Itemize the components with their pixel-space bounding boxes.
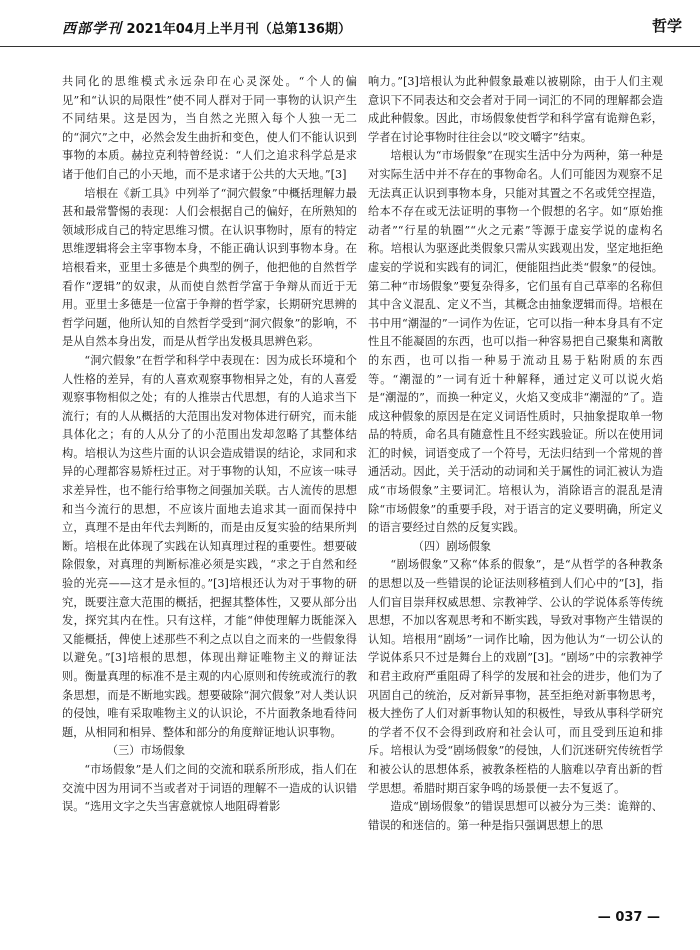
section-label: 哲学 bbox=[651, 17, 682, 35]
paragraph: 共同化的思维模式永远杂印在心灵深处。“个人的偏见”和“认识的局限性”使不同人群对于同一事物的认识产生不同结果。这是因为，当自然之光照入每个人独一无二的“洞穴”之中，必然会发生曲折和变色，使人们不能认识到事物的本质。赫拉克利特曾经说：“人们之追求科学总是求诸于他们自己的小天地，而不是求诸于公共的大天地。”[3] bbox=[62, 75, 357, 181]
left-column bbox=[62, 73, 357, 903]
section-heading: （四）剧场假象 bbox=[412, 539, 492, 553]
page-number: — 037 — bbox=[597, 910, 660, 925]
paragraph: “市场假象”是人们之间的交流和联系所形成，指人们在交流中因为用词不当或者对于词语的理解不一造成的认识错误。“选用文字之失当害意就惊人地阻碍着影 bbox=[62, 762, 357, 814]
paragraph: 培根认为“市场假象”在现实生活中分为两种，第一种是对实际生活中并不存在的事物命名。人们可能因为观察不足无法真正认识到事物本身，只能对其置之不名或凭空捏造，给本不存在或无法证明的事物一个假想的名字。如“原始推动者”“行星的轨圈”“火之元素”等源于虚妄学说的虚构名称。培根认为驱逐此类假象只需从实践观出发，坚定地拒绝虚妄的学说和实践有的词汇，便能阻挡此类“假象”的侵蚀。第二种“市场假象”要复杂得多，它们虽有自己草率的名称但其中含义混乱、定义不当，其概念由抽象逻辑而得。培根在书中用“潮湿的”一词作为佐证，它可以指一种本身具有不定性且不能凝固的东西，也可以指一种容易把自己聚集和离散的东西，也可以指一种易于流动且易于粘附质的东西等。“潮湿的”一词有近十种解释，通过定义可以说火焰是“潮湿的”，而换一种定义，火焰又变成非“潮湿的”了。造成这种假象的原因是在定义词语性质时，只抽象提取单一物品的特质，命名具有随意性且不经实践验证。所以在使用词汇的时候，词语变成了一个符号，无法归结到一个常规的普通活动。因此，关于活动的动词和关于属性的词汇被认为造成“市场假象”主要词汇。培根认为，消除语言的混乱是清除“市场假象”的重要手段，对于语言的定义要明确，所定义的语言要经过自然的反复实践。 bbox=[368, 149, 663, 535]
page-header bbox=[0, 0, 700, 47]
journal-logo: 西部学刊 bbox=[62, 21, 122, 37]
paragraph: 培根在《新工具》中列举了“洞穴假象”中概括理解力最甚和最常警惕的表现：人们会根据自己的偏好，在所熟知的领域形成自己的特定思维习惯。在认识事物时，原有的特定思维逻辑将会主宰事物本身，不能正确认识到事物本身。在培根看来，亚里士多德是个典型的例子，他把他的自然哲学看作“逻辑”的奴隶，从而使自然哲学富于争辩从而近于无用。亚里士多德是一位富于争辩的哲学家，长期研究思辨的哲学问题，他所认知的自然哲学受到“洞穴假象”的影响，不是从自然本身出发，而是从哲学出发极具思辨色彩。 bbox=[62, 186, 357, 349]
journal-title bbox=[62, 18, 351, 38]
paragraph: 造成“剧场假象”的错误思想可以被分为三类：诡辩的、错误的和迷信的。第一种是指只强调思想上的思 bbox=[368, 800, 663, 832]
paragraph: “洞穴假象”在哲学和科学中表现在：因为成长环境和个人性格的差异，有的人喜欢观察事物相异之处，有的人喜爱观察事物相似之处；有的人推崇古代思想，有的人追求当下流行；有的人从概括的大范围出发对物体进行研究，而未能具体化之；有的人从分了的小范围出发却忽略了其整体结构。培根认为这些片面的认识会造成错误的结论，求同和求异的心理都容易矫枉过正。对于事物的认知，不应该一味寻求差异性，也不能行给事物之间强加关联。古人流传的思想和当今流行的思想，不应该片面地去追求其一面而保持中立，真理不是由年代去判断的，而是由反复实验的结果所判断。培根在此体现了实践在认知真理过程的重要性。想要破除假象，对真理的判断标准必须是实践，“求之于自然和经验的光亮——这才是永恒的。”[3]培根还认为对于事物的研究，既要注意大范围的概括，把握其整体性，又要从部分出发，探究其内在性。只有这样，才能“伸使理解力既能深入又能概括，俾使上述那些不利之点以自之而来的一些假象得以避免。”[3]培根的思想，体现出辩证唯物主义的辩证法则。衡量真理的标准不是主观的内心原则和传统或流行的教条思想，而是不断地实践。想要破除“洞穴假象”对人类认识的侵蚀，唯有采取唯物主义的认识论，不片面教条地看待问题，从相同和相异、整体和部分的角度辩证地认识事物。 bbox=[62, 353, 357, 739]
section-heading: （三）市场假象 bbox=[106, 744, 186, 758]
issue-info: 2021年04月上半月刊（总第136期） bbox=[126, 22, 351, 37]
paragraph: 响力。”[3]培根认为此种假象最难以被剔除，由于人们主观意识下不同表达和交会者对于同一词汇的不同的理解都会造成此种假象。因此，市场假象使哲学和科学富有诡辩色彩，学者在讨论事物时往往会以“咬文嚼字”结束。 bbox=[368, 75, 663, 144]
paragraph: “剧场假象”又称“体系的假象”，是“从哲学的各种教条的思想以及一些错误的论证法则移植到人们心中的”[3]，指人们盲目崇拜权威思想、宗教神学、公认的学说体系等传统思想，不加以客观思考和不断实践，导致对事物产生错误的认知。培根用“剧场”一词作比喻，因为他认为“一切公认的学说体系只不过是舞台上的戏剧”[3]。“剧场”中的宗教神学和君主政府严重阻碍了科学的发展和社会的进步，他们为了巩固自己的统治，反对新异事物，甚至拒绝对新事物思考，极大挫伤了人们对新事物认知的积极性，导致从事科学研究的学者不仅不会得到政府和社会认可，而且受到压迫和排斥。培根认为受“剧场假象”的侵蚀，人们沉迷研究传统哲学和被公认的思想体系，被教条桎梏的人脑难以孕育出新的哲学思想。希腊时期百家争鸣的场景便一去不复返了。 bbox=[368, 558, 663, 795]
right-column bbox=[368, 73, 663, 903]
